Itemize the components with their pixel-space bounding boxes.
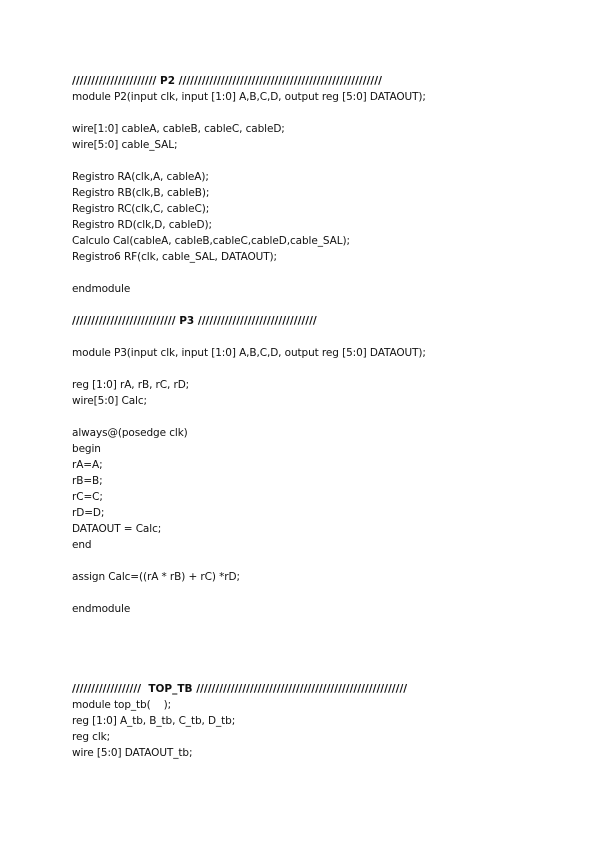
code-line: reg clk; bbox=[72, 731, 111, 743]
code-line: Registro RC(clk,C, cableC); bbox=[72, 203, 210, 215]
code-line: reg [1:0] rA, rB, rC, rD; bbox=[72, 379, 190, 391]
code-line: end bbox=[72, 539, 92, 551]
section-header-p3: /////////////////////////// P3 /////////////////////////////// bbox=[72, 315, 317, 327]
code-line: Registro RD(clk,D, cableD); bbox=[72, 219, 212, 231]
code-line: rB=B; bbox=[72, 475, 103, 487]
code-line: Registro6 RF(clk, cable_SAL, DATAOUT); bbox=[72, 251, 277, 263]
code-line: begin bbox=[72, 443, 101, 455]
code-line: wire[5:0] cable_SAL; bbox=[72, 139, 178, 151]
code-line: rA=A; bbox=[72, 459, 103, 471]
code-line: DATAOUT = Calc; bbox=[72, 523, 162, 535]
code-line: module P2(input clk, input [1:0] A,B,C,D, output reg [5:0] DATAOUT); bbox=[72, 91, 426, 103]
code-line: endmodule bbox=[72, 603, 131, 615]
code-line: wire[5:0] Calc; bbox=[72, 395, 147, 407]
code-line: wire [5:0] DATAOUT_tb; bbox=[72, 747, 193, 759]
code-line: Registro RB(clk,B, cableB); bbox=[72, 187, 210, 199]
code-line: Registro RA(clk,A, cableA); bbox=[72, 171, 209, 183]
code-line: always@(posedge clk) bbox=[72, 427, 188, 439]
code-line: module top_tb( ); bbox=[72, 699, 172, 711]
code-line: reg [1:0] A_tb, B_tb, C_tb, D_tb; bbox=[72, 715, 236, 727]
code-line: endmodule bbox=[72, 283, 131, 295]
code-line: Calculo Cal(cableA, cableB,cableC,cableD,cable_SAL); bbox=[72, 235, 350, 247]
code-line: module P3(input clk, input [1:0] A,B,C,D, output reg [5:0] DATAOUT); bbox=[72, 347, 426, 359]
section-header-top-tb: ////////////////// TOP_TB /////////////////////////////////////////////////////// bbox=[72, 683, 408, 695]
code-line: rC=C; bbox=[72, 491, 103, 503]
code-line: rD=D; bbox=[72, 507, 105, 519]
code-line: assign Calc=((rA * rB) + rC) *rD; bbox=[72, 571, 240, 583]
section-header-p2: ////////////////////// P2 ///////////////////////////////////////////////////// bbox=[72, 75, 382, 87]
code-line: wire[1:0] cableA, cableB, cableC, cableD; bbox=[72, 123, 285, 135]
